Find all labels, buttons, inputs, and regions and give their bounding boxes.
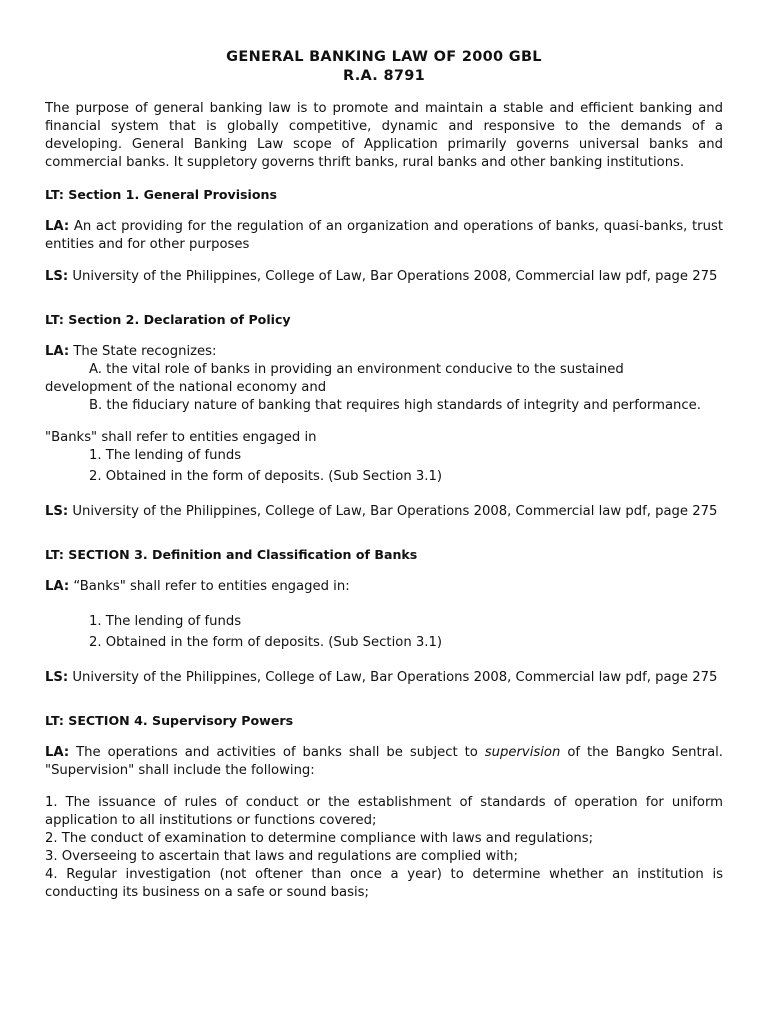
sec3-list-item-1: 1. The lending of funds	[89, 614, 242, 629]
sec1-la	[45, 218, 723, 254]
la-label: LA:	[45, 745, 70, 760]
la-label: LA:	[45, 219, 70, 234]
la-label: LA:	[45, 579, 70, 594]
sec3-ls	[45, 669, 723, 687]
sec1-la-text: An act providing for the regulation of an organization and operations of banks, quasi-banks, trust entities and for other purposes	[45, 219, 723, 252]
sec4-la	[45, 744, 723, 780]
document-title	[45, 48, 723, 86]
title-line-1: GENERAL BANKING LAW OF 2000 GBL	[226, 49, 542, 65]
sec4-la-text-emphasis: supervision	[484, 745, 561, 760]
sec4-list-item-4: 4. Regular investigation (not oftener than once a year) to determine whether an institution is conducting its business on a safe or sound basis;	[45, 867, 723, 900]
sec2-heading: LT: Section 2. Declaration of Policy	[45, 312, 291, 327]
sec4-list-item-3: 3. Overseeing to ascertain that laws and regulations are complied with;	[45, 849, 518, 864]
ls-label: LS:	[45, 269, 69, 284]
sec2-banks-intro: "Banks" shall refer to entities engaged in	[45, 430, 317, 445]
sec4-list-item-1: 1. The issuance of rules of conduct or the establishment of standards of operation for uniform application to all institutions or functions covered;	[45, 795, 723, 828]
sec3-la-text: “Banks" shall refer to entities engaged in:	[69, 579, 350, 594]
sec3-ls-text: University of the Philippines, College of Law, Bar Operations 2008, Commercial law pdf, page 275	[68, 670, 718, 685]
document-page	[45, 48, 723, 902]
ls-label: LS:	[45, 504, 69, 519]
sec2-list-item-2: 2. Obtained in the form of deposits. (Sub Section 3.1)	[89, 469, 442, 484]
ls-label: LS:	[45, 670, 69, 685]
sec4-list-item-2: 2. The conduct of examination to determine compliance with laws and regulations;	[45, 831, 594, 846]
sec3-heading: LT: SECTION 3. Definition and Classification of Banks	[45, 547, 418, 562]
sec2-list-item-1: 1. The lending of funds	[89, 448, 242, 463]
sec1-ls	[45, 268, 723, 286]
sec4-heading: LT: SECTION 4. Supervisory Powers	[45, 713, 294, 728]
sec1-heading: LT: Section 1. General Provisions	[45, 187, 277, 202]
sec2-item-b: B. the fiduciary nature of banking that requires high standards of integrity and performance.	[89, 398, 701, 413]
sec1-ls-text: University of the Philippines, College of Law, Bar Operations 2008, Commercial law pdf, page 275	[68, 269, 718, 284]
title-line-2: R.A. 8791	[342, 68, 426, 84]
sec2-item-a-line1: A. the vital role of banks in providing an environment conducive to the sustained	[89, 362, 624, 377]
intro-paragraph: The purpose of general banking law is to promote and maintain a stable and efficient banking and financial system that is globally competitive, dynamic and responsive to the demands of a developing. General Banking Law scope of Application primarily governs universal banks and commercial banks. It suppletory governs thrift banks, rural banks and other banking institutions.	[45, 101, 723, 170]
sec2-ls	[45, 503, 723, 521]
sec4-la-text-before: The operations and activities of banks shall be subject to	[69, 745, 485, 760]
sec2-ls-text: University of the Philippines, College of Law, Bar Operations 2008, Commercial law pdf, page 275	[68, 504, 718, 519]
sec3-list-item-2: 2. Obtained in the form of deposits. (Sub Section 3.1)	[89, 635, 442, 650]
la-label: LA:	[45, 344, 70, 359]
sec2-item-a-line2: development of the national economy and	[45, 380, 327, 395]
sec2-la-text: The State recognizes:	[69, 344, 217, 359]
sec3-la	[45, 578, 723, 596]
sec4-la-text-after: of the Bangko Sentral. "Supervision" shall include the following:	[45, 745, 724, 778]
sec2-la	[45, 343, 723, 361]
